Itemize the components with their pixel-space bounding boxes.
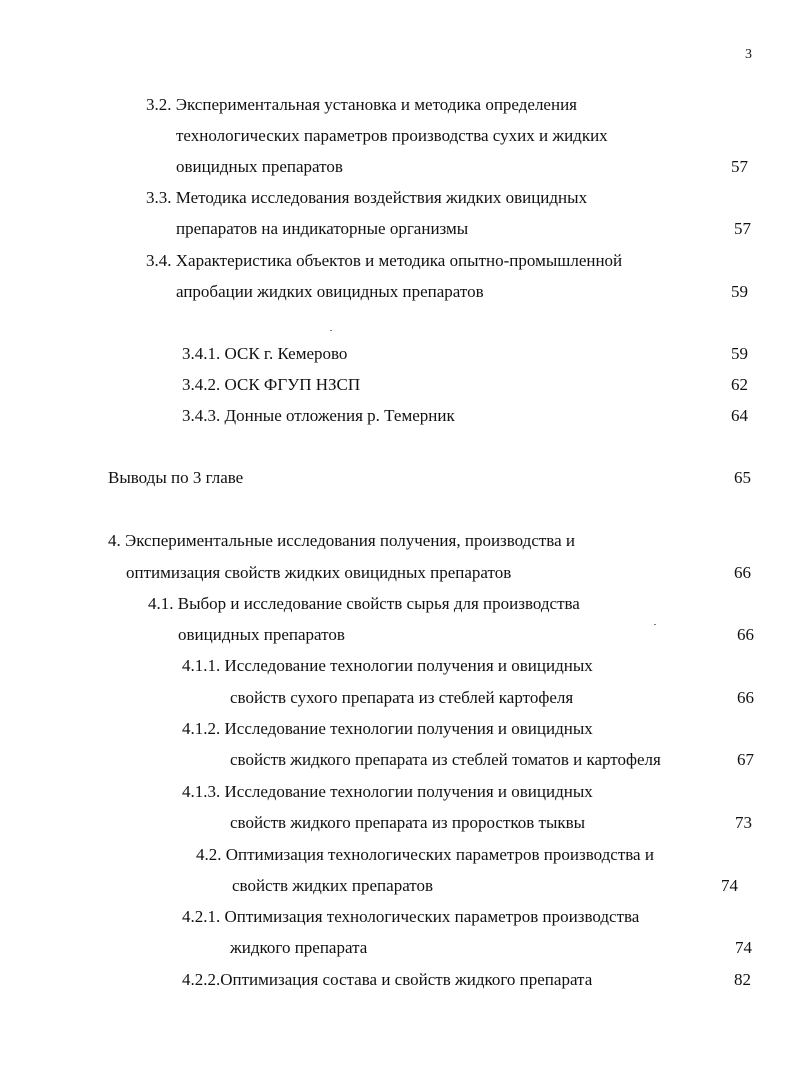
- toc-entry-4-1-page: 66: [737, 625, 754, 644]
- toc-entry-4-1-3-line-1: 4.1.3. Исследование технологии получения и овицидных: [182, 782, 593, 801]
- toc-entry-conclusions-3: Выводы по 3 главе: [108, 468, 244, 487]
- toc-entry-4-1-1-line-1: 4.1.1. Исследование технологии получения и овицидных: [182, 656, 593, 675]
- toc-entry-4-2-page: 74: [721, 876, 738, 895]
- toc-entry-4-2-2-line-1: 4.2.2.Оптимизация состава и свойств жидкого препарата: [182, 970, 593, 989]
- toc-entry-4-2-1-line-1: 4.2.1. Оптимизация технологических параметров производства: [182, 907, 640, 926]
- toc-entry-4-1-2-line-1: 4.1.2. Исследование технологии получения и овицидных: [182, 719, 593, 738]
- toc-entry-3-2-line-2: технологических параметров производства сухих и жидких: [176, 126, 608, 145]
- toc-entry-3-2-line-1: 3.2. Экспериментальная установка и методика определения: [146, 95, 577, 114]
- toc-entry-4-1-line-1: 4.1. Выбор и исследование свойств сырья для производства: [148, 594, 580, 613]
- toc-entry-4-2-2-page: 82: [734, 970, 751, 989]
- page-number: 3: [745, 47, 752, 62]
- toc-entry-3-3-line-2: препаратов на индикаторные организмы: [176, 219, 469, 238]
- toc-entry-4-1-line-2: овицидных препаратов: [178, 625, 345, 644]
- scan-speck: [330, 330, 332, 331]
- toc-entry-4-2-1-page: 74: [735, 938, 752, 957]
- toc-entry-3-4-page: 59: [731, 282, 748, 301]
- toc-entry-3-3-line-1: 3.3. Методика исследования воздействия жидких овицидных: [146, 188, 588, 207]
- toc-entry-4-page: 66: [734, 563, 751, 582]
- toc-entry-4-1-3-page: 73: [735, 813, 752, 832]
- toc-entry-3-4-1-page: 59: [731, 344, 748, 363]
- toc-entry-3-4-1-line-1: 3.4.1. ОСК г. Кемерово: [182, 344, 348, 363]
- toc-entry-4-2-line-2: свойств жидких препаратов: [232, 876, 434, 895]
- toc-entry-3-4-line-1: 3.4. Характеристика объектов и методика опытно-промышленной: [146, 251, 623, 270]
- toc-entry-conclusions-3-page: 65: [734, 468, 751, 487]
- toc-entry-4-line-2: оптимизация свойств жидких овицидных препаратов: [126, 563, 512, 582]
- toc-entry-4-2-1-line-2: жидкого препарата: [230, 938, 368, 957]
- toc-entry-4-2-line-1: 4.2. Оптимизация технологических параметров производства и: [196, 845, 654, 864]
- toc-entry-3-4-3-line-1: 3.4.3. Донные отложения р. Темерник: [182, 406, 455, 425]
- scan-speck: [654, 624, 656, 625]
- toc-entry-3-4-2-page: 62: [731, 375, 748, 394]
- toc-entry-4-line-1: 4. Экспериментальные исследования получения, производства и: [108, 531, 576, 550]
- toc-entry-4-1-1-line-2: свойств сухого препарата из стеблей картофеля: [230, 688, 574, 707]
- toc-entry-4-1-2-page: 67: [737, 750, 754, 769]
- toc-entry-3-4-line-2: апробации жидких овицидных препаратов: [176, 282, 484, 301]
- toc-entry-3-2-line-3: овицидных препаратов: [176, 157, 343, 176]
- toc-entry-4-1-2-line-2: свойств жидкого препарата из стеблей томатов и картофеля: [230, 750, 661, 769]
- toc-entry-3-4-2-line-1: 3.4.2. ОСК ФГУП НЗСП: [182, 375, 361, 394]
- toc-entry-4-1-3-line-2: свойств жидкого препарата из проростков тыквы: [230, 813, 586, 832]
- toc-entry-4-1-1-page: 66: [737, 688, 754, 707]
- toc-entry-3-4-3-page: 64: [731, 406, 748, 425]
- toc-entry-3-3-page: 57: [734, 219, 751, 238]
- toc-entry-3-2-page: 57: [731, 157, 748, 176]
